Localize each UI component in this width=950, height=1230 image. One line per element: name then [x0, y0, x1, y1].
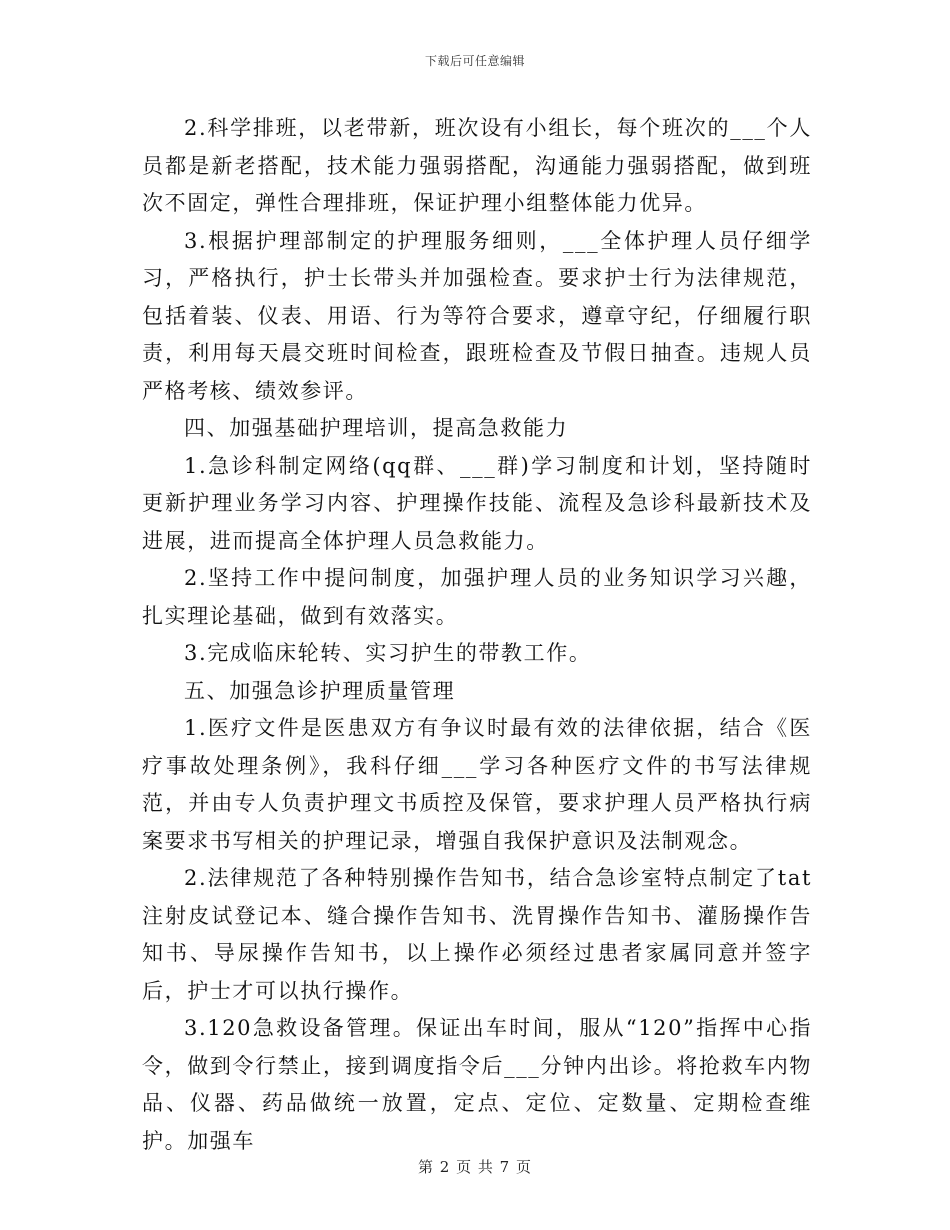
paragraph-5-2: 2.法律规范了各种特别操作告知书，结合急诊室特点制定了tat注射皮试登记本、缝合操作告知书、洗胃操作告知书、灌肠操作告知书、导尿操作告知书，以上操作必须经过患者家属同意并签字后，护士才可以执行操作。: [142, 866, 812, 1003]
paragraph-5-3: 3.120急救设备管理。保证出车时间，服从“120”指挥中心指令，做到令行禁止，接到调度指令后___分钟内出诊。将抢救车内物品、仪器、药品做统一放置，定点、定位、定数量、定期检查维护。加强车: [142, 1016, 812, 1153]
section-heading-4: 四、加强基础护理培训，提高急救能力: [184, 416, 569, 440]
paragraph-2-2: 2.科学排班，以老带新，班次设有小组长，每个班次的___个人员都是新老搭配，技术能力强弱搭配，沟通能力强弱搭配，做到班次不固定，弹性合理排班，保证护理小组整体能力优异。: [142, 116, 812, 215]
page-header-note: 下载后可任意编辑: [424, 54, 525, 68]
document-body: [142, 110, 812, 1160]
paragraph-4-2: 2.坚持工作中提问制度，加强护理人员的业务知识学习兴趣，扎实理论基础，做到有效落实。: [142, 566, 812, 628]
paragraph-2-3: 3.根据护理部制定的护理服务细则，___全体护理人员仔细学习，严格执行，护士长带头并加强检查。要求护士行为法律规范，包括着装、仪表、用语、行为等符合要求，遵章守纪，仔细履行职责，利用每天晨交班时间检查，跟班检查及节假日抽查。违规人员严格考核、绩效参评。: [142, 228, 812, 403]
paragraph-4-1: 1.急诊科制定网络(qq群、___群)学习制度和计划，坚持随时更新护理业务学习内容、护理操作技能、流程及急诊科最新技术及进展，进而提高全体护理人员急救能力。: [142, 453, 812, 553]
paragraph-5-1: 1.医疗文件是医患双方有争议时最有效的法律依据，结合《医疗事故处理条例》，我科仔细___学习各种医疗文件的书写法律规范，并由专人负责护理文书质控及保管，要求护理人员严格执行病案要求书写相关的护理记录，增强自我保护意识及法制观念。: [142, 716, 812, 853]
paragraph-4-3: 3.完成临床轮转、实习护生的带教工作。: [184, 641, 592, 665]
page-number-footer: 第 2 页 共 7 页: [418, 1158, 532, 1176]
section-heading-5: 五、加强急诊护理质量管理: [184, 678, 456, 703]
